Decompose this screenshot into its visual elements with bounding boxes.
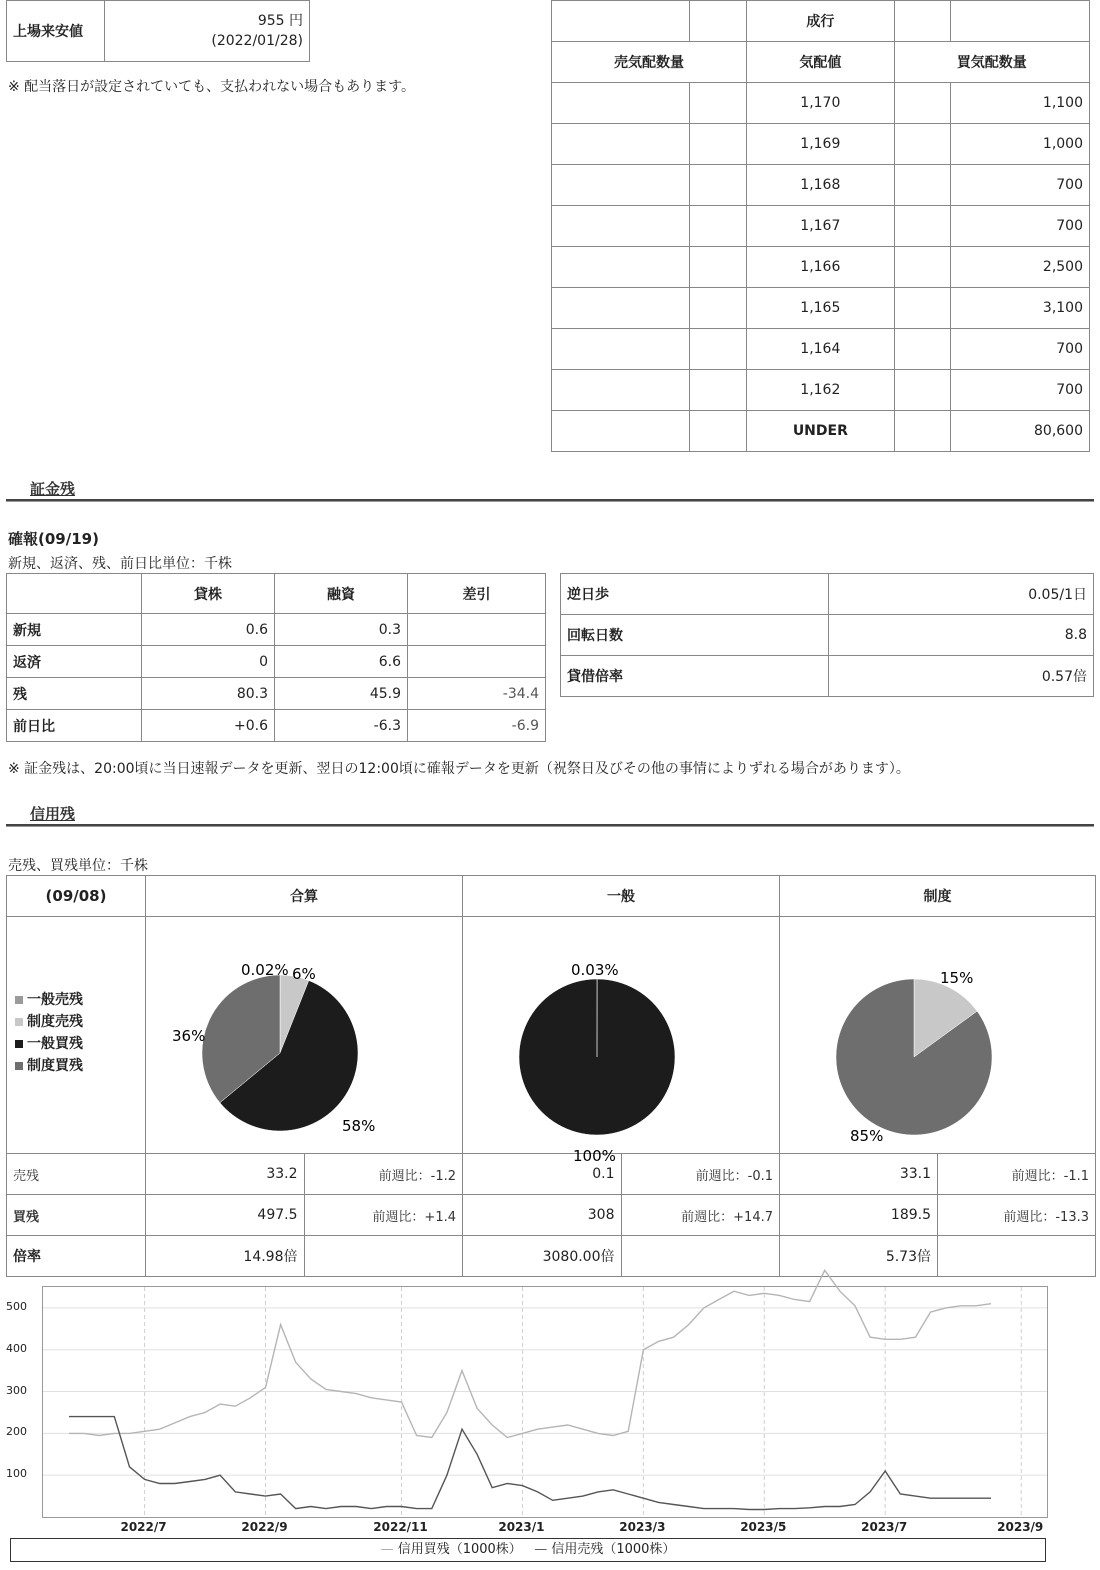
legend-sell: 信用売残（1000株）	[551, 1542, 676, 1557]
legend-swatch	[15, 1040, 23, 1048]
sell-qty-header: 売気配数量	[552, 42, 747, 83]
margin-row	[7, 646, 546, 678]
margin-difference-value: -6.9	[408, 710, 546, 742]
y-tick-label: 100	[6, 1467, 27, 1481]
order-book-row	[552, 370, 1090, 411]
ratio-value: 8.8	[829, 615, 1094, 656]
margin-section-rule	[6, 499, 1094, 502]
ratio-label: 回転日数	[561, 615, 829, 656]
margin-financing-value: 45.9	[275, 678, 408, 710]
row-ratio-label: 倍率	[7, 1236, 146, 1277]
pie-system	[780, 917, 1096, 1149]
legend-buy: 信用買残（1000株）	[397, 1542, 522, 1557]
margin-difference-value	[408, 614, 546, 646]
series-credit-buy	[69, 1270, 991, 1437]
x-tick-label: 2022/7	[120, 1520, 167, 1534]
y-tick-label: 400	[6, 1341, 27, 1355]
x-tick-label: 2022/9	[241, 1520, 288, 1534]
chart-x-axis	[42, 1520, 1048, 1538]
margin-ratio-table	[560, 573, 1094, 697]
legend-swatch	[15, 1018, 23, 1026]
general-buy-wk: 前週比：+14.7	[621, 1195, 780, 1236]
margin-note: ※ 証金残は、20:00頃に当日速報データを更新、翌日の12:00頃に確報データを更新（祝祭日及びその他の事情によりずれる場合があります）。	[8, 761, 910, 777]
book-price: 1,164	[747, 329, 895, 370]
book-price: 1,165	[747, 288, 895, 329]
margin-row-label: 残	[7, 678, 142, 710]
buy-qty-header: 買気配数量	[894, 42, 1089, 83]
system-buy: 189.5	[780, 1195, 938, 1236]
margin-lending-value: 0.6	[142, 614, 275, 646]
series-credit-sell	[69, 1417, 991, 1510]
ratio-row	[561, 656, 1094, 697]
pie-label-visible: 100%	[573, 1147, 616, 1165]
legend-item: 一般売残	[15, 989, 83, 1011]
margin-difference-value: -34.4	[408, 678, 546, 710]
x-tick-label: 2023/7	[861, 1520, 908, 1534]
ratio-row	[561, 615, 1094, 656]
book-price: 1,166	[747, 247, 895, 288]
under-value: 80,600	[951, 411, 1090, 452]
under-label: UNDER	[747, 411, 895, 452]
general-sell-wk: 前週比：-0.1	[621, 1154, 780, 1195]
credit-section-rule	[6, 824, 1094, 827]
pie-system-cell	[780, 917, 1096, 1154]
general-sell: 0.1	[463, 1154, 622, 1195]
credit-col-system: 制度	[780, 876, 1096, 917]
credit-col-total: 合算	[146, 876, 463, 917]
ratio-value: 0.57倍	[829, 656, 1094, 697]
legend-swatch	[15, 1062, 23, 1070]
order-book-row	[552, 329, 1090, 370]
row-sell-label: 売残	[7, 1154, 146, 1195]
pie-label: 0.03%	[571, 961, 619, 979]
margin-financing-value: 6.6	[275, 646, 408, 678]
pie-label: 0.02%	[241, 961, 289, 979]
credit-col-general: 一般	[463, 876, 780, 917]
legend-item: 一般買残	[15, 1033, 83, 1055]
pie-label: 85%	[850, 1127, 884, 1145]
y-tick-label: 500	[6, 1299, 27, 1313]
book-buy-qty: 700	[951, 329, 1090, 370]
pie-label: 58%	[342, 1117, 376, 1135]
legend-item: 制度買残	[15, 1055, 83, 1077]
chart-y-axis	[0, 1286, 40, 1518]
listing-low-table	[6, 0, 310, 62]
credit-line-chart	[42, 1286, 1048, 1518]
x-tick-label: 2022/11	[373, 1520, 428, 1534]
listing-low-price: 955 円	[257, 13, 303, 29]
listing-low-date: (2022/01/28)	[211, 33, 303, 49]
book-buy-qty: 700	[951, 165, 1090, 206]
x-tick-label: 2023/3	[619, 1520, 666, 1534]
order-book	[551, 0, 1090, 452]
header-difference: 差引	[408, 574, 546, 614]
legend-swatch	[15, 996, 23, 1004]
book-price: 1,168	[747, 165, 895, 206]
margin-row	[7, 678, 546, 710]
order-book-row	[552, 206, 1090, 247]
header-financing: 融資	[275, 574, 408, 614]
margin-financing-value: -6.3	[275, 710, 408, 742]
system-sell: 33.1	[780, 1154, 938, 1195]
total-buy-wk: 前週比：+1.4	[304, 1195, 463, 1236]
order-book-row	[552, 288, 1090, 329]
x-tick-label: 2023/5	[740, 1520, 787, 1534]
price-header: 気配値	[747, 42, 895, 83]
credit-table	[6, 875, 1096, 1277]
order-book-row	[552, 247, 1090, 288]
row-buy-label: 買残	[7, 1195, 146, 1236]
pie-total-cell	[146, 917, 463, 1154]
system-buy-wk: 前週比：-13.3	[938, 1195, 1096, 1236]
margin-subtitle: 確報(09/19)	[8, 530, 99, 548]
system-sell-wk: 前週比：-1.1	[938, 1154, 1096, 1195]
margin-unit: 新規、返済、残、前日比単位：千株	[8, 556, 232, 572]
margin-row	[7, 614, 546, 646]
order-book-row	[552, 165, 1090, 206]
chart-legend: — 信用買残（1000株） — 信用売残（1000株）	[10, 1538, 1046, 1562]
margin-financing-value: 0.3	[275, 614, 408, 646]
margin-row-label: 新規	[7, 614, 142, 646]
margin-lending-value: +0.6	[142, 710, 275, 742]
margin-lending-value: 80.3	[142, 678, 275, 710]
general-buy: 308	[463, 1195, 622, 1236]
margin-table	[6, 573, 546, 742]
y-tick-label: 200	[6, 1425, 27, 1439]
pie-slice	[519, 979, 675, 1135]
listing-low-label: 上場来安値	[7, 1, 105, 62]
dividend-note: ※ 配当落日が設定されていても、支払われない場合もあります。	[8, 79, 416, 95]
ratio-label: 逆日歩	[561, 574, 829, 615]
ratio-label: 貸借倍率	[561, 656, 829, 697]
margin-section-title: 証金残	[30, 480, 76, 498]
total-buy: 497.5	[146, 1195, 305, 1236]
ratio-value: 0.05/1日	[829, 574, 1094, 615]
pie-general-cell	[463, 917, 780, 1165]
system-ratio: 5.73倍	[780, 1236, 938, 1277]
margin-row-label: 前日比	[7, 710, 142, 742]
book-price: 1,162	[747, 370, 895, 411]
book-price: 1,170	[747, 83, 895, 124]
pie-label: 15%	[940, 969, 974, 987]
margin-row-label: 返済	[7, 646, 142, 678]
book-price: 1,167	[747, 206, 895, 247]
credit-date: (09/08)	[7, 876, 146, 917]
credit-legend	[7, 917, 146, 1154]
book-buy-qty: 1,100	[951, 83, 1090, 124]
x-tick-label: 2023/9	[997, 1520, 1044, 1534]
margin-lending-value: 0	[142, 646, 275, 678]
total-ratio: 14.98倍	[146, 1236, 305, 1277]
pie-general	[463, 917, 779, 1165]
legend-item: 制度売残	[15, 1011, 83, 1033]
book-buy-qty: 700	[951, 206, 1090, 247]
pie-label: 6%	[292, 965, 316, 983]
margin-row	[7, 710, 546, 742]
book-buy-qty: 700	[951, 370, 1090, 411]
market-order-label: 成行	[747, 1, 895, 42]
book-buy-qty: 1,000	[951, 124, 1090, 165]
general-ratio: 3080.00倍	[463, 1236, 622, 1277]
order-book-row	[552, 83, 1090, 124]
pie-label: 36%	[172, 1027, 206, 1045]
y-tick-label: 300	[6, 1383, 27, 1397]
total-sell-wk: 前週比：-1.2	[304, 1154, 463, 1195]
credit-section-title: 信用残	[30, 805, 76, 823]
header-lending: 貸株	[142, 574, 275, 614]
order-book-row	[552, 124, 1090, 165]
credit-unit: 売残、買残単位：千株	[8, 858, 148, 874]
pie-total	[146, 917, 462, 1149]
total-sell: 33.2	[146, 1154, 305, 1195]
ratio-row	[561, 574, 1094, 615]
book-buy-qty: 2,500	[951, 247, 1090, 288]
book-buy-qty: 3,100	[951, 288, 1090, 329]
margin-difference-value	[408, 646, 546, 678]
x-tick-label: 2023/1	[498, 1520, 545, 1534]
book-price: 1,169	[747, 124, 895, 165]
